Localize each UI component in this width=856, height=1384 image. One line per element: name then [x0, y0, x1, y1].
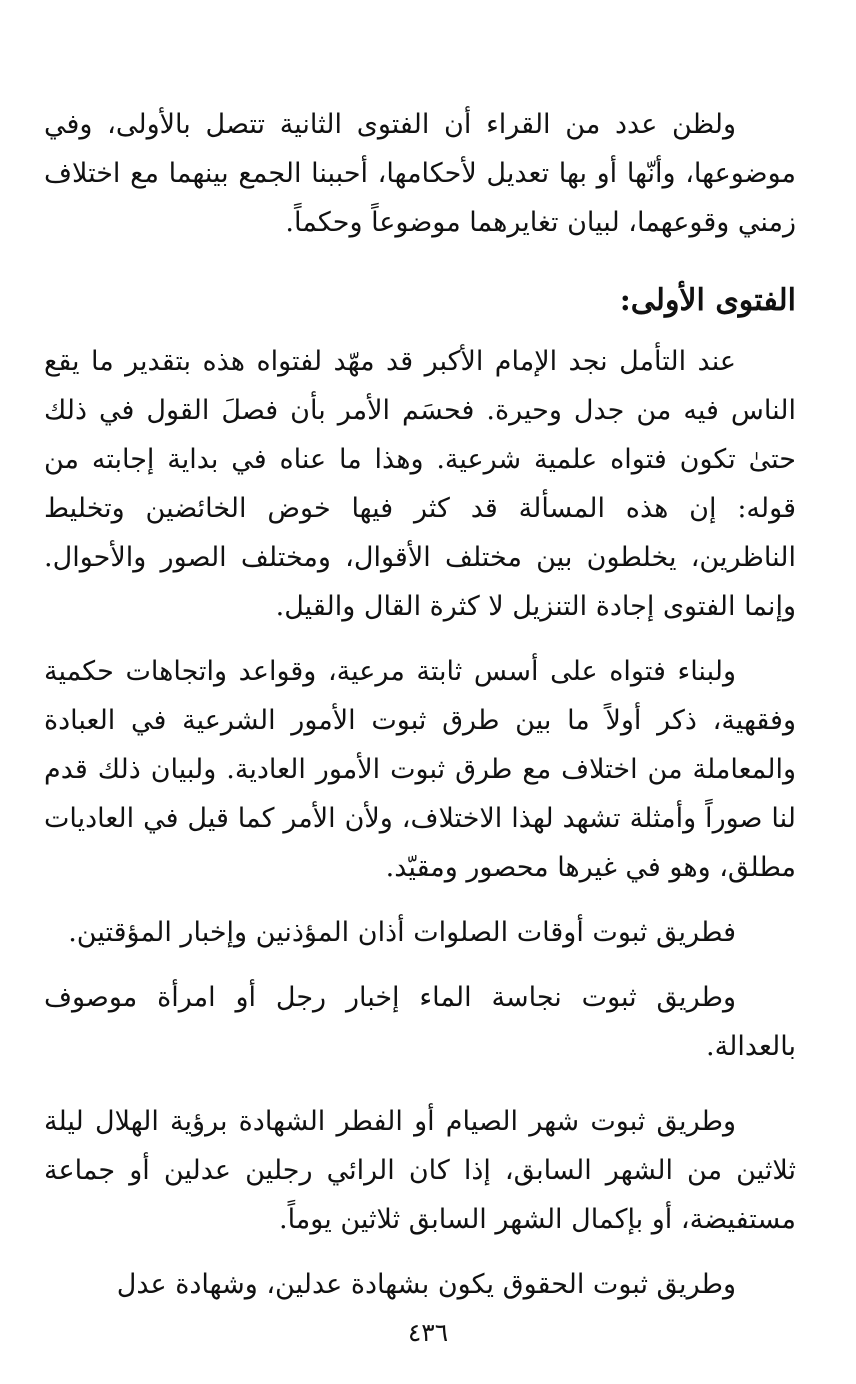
document-page	[44, 100, 796, 1309]
paragraph-intro: ولظن عدد من القراء أن الفتوى الثانية تتصل بالأولى، وفي موضوعها، وأنّها أو بها تعديل لأحكامها، أحببنا الجمع بينهما مع اختلاف زمني وقوعهما، لبيان تغايرهما موضوعاً وحكماً.	[44, 109, 796, 238]
paragraph-prayer-times: فطريق ثبوت أوقات الصلوات أذان المؤذنين وإخبار المؤقتين.	[68, 917, 736, 948]
paragraph-foundations: ولبناء فتواه على أسس ثابتة مرعية، وقواعد واتجاهات حكمية وفقهية، ذكر أولاً ما بين طرق ثبوت الأمور الشرعية في العبادة والمعاملة من اختلاف مع طرق ثبوت الأمور العادية. ولبيان ذلك قدم لنا صوراً وأمثلة تشهد لهذا الاختلاف، ولأن الأمر كما قيل في العاديات مطلق، وهو في غيرها محصور ومقيّد.	[44, 656, 796, 883]
paragraph-rights: وطريق ثبوت الحقوق يكون بشهادة عدلين، وشهادة عدل	[116, 1269, 736, 1300]
section-heading: الفتوى الأولى:	[619, 283, 796, 318]
page-number: ٤٣٦	[407, 1318, 449, 1347]
paragraph-water-impurity: وطريق ثبوت نجاسة الماء إخبار رجل أو امرأة موصوف بالعدالة.	[44, 982, 796, 1062]
paragraph-fasting-month: وطريق ثبوت شهر الصيام أو الفطر الشهادة برؤية الهلال ليلة ثلاثين من الشهر السابق، إذا كان الرائي رجلين عدلين أو جماعة مستفيضة، أو بإكمال الشهر السابق ثلاثين يوماً.	[44, 1106, 796, 1235]
paragraph-reflection: عند التأمل نجد الإمام الأكبر قد مهّد لفتواه هذه بتقدير ما يقع الناس فيه من جدل وحيرة. فحسَم الأمر بأن فصلَ القول في ذلك حتىٰ تكون فتواه علمية شرعية. وهذا ما عناه في بداية إجابته من قوله: إن هذه المسألة قد كثر فيها خوض الخائضين وتخليط الناظرين، يخلطون بين مختلف الأقوال، ومختلف الصور والأحوال. وإنما الفتوى إجادة التنزيل لا كثرة القال والقيل.	[44, 346, 796, 622]
